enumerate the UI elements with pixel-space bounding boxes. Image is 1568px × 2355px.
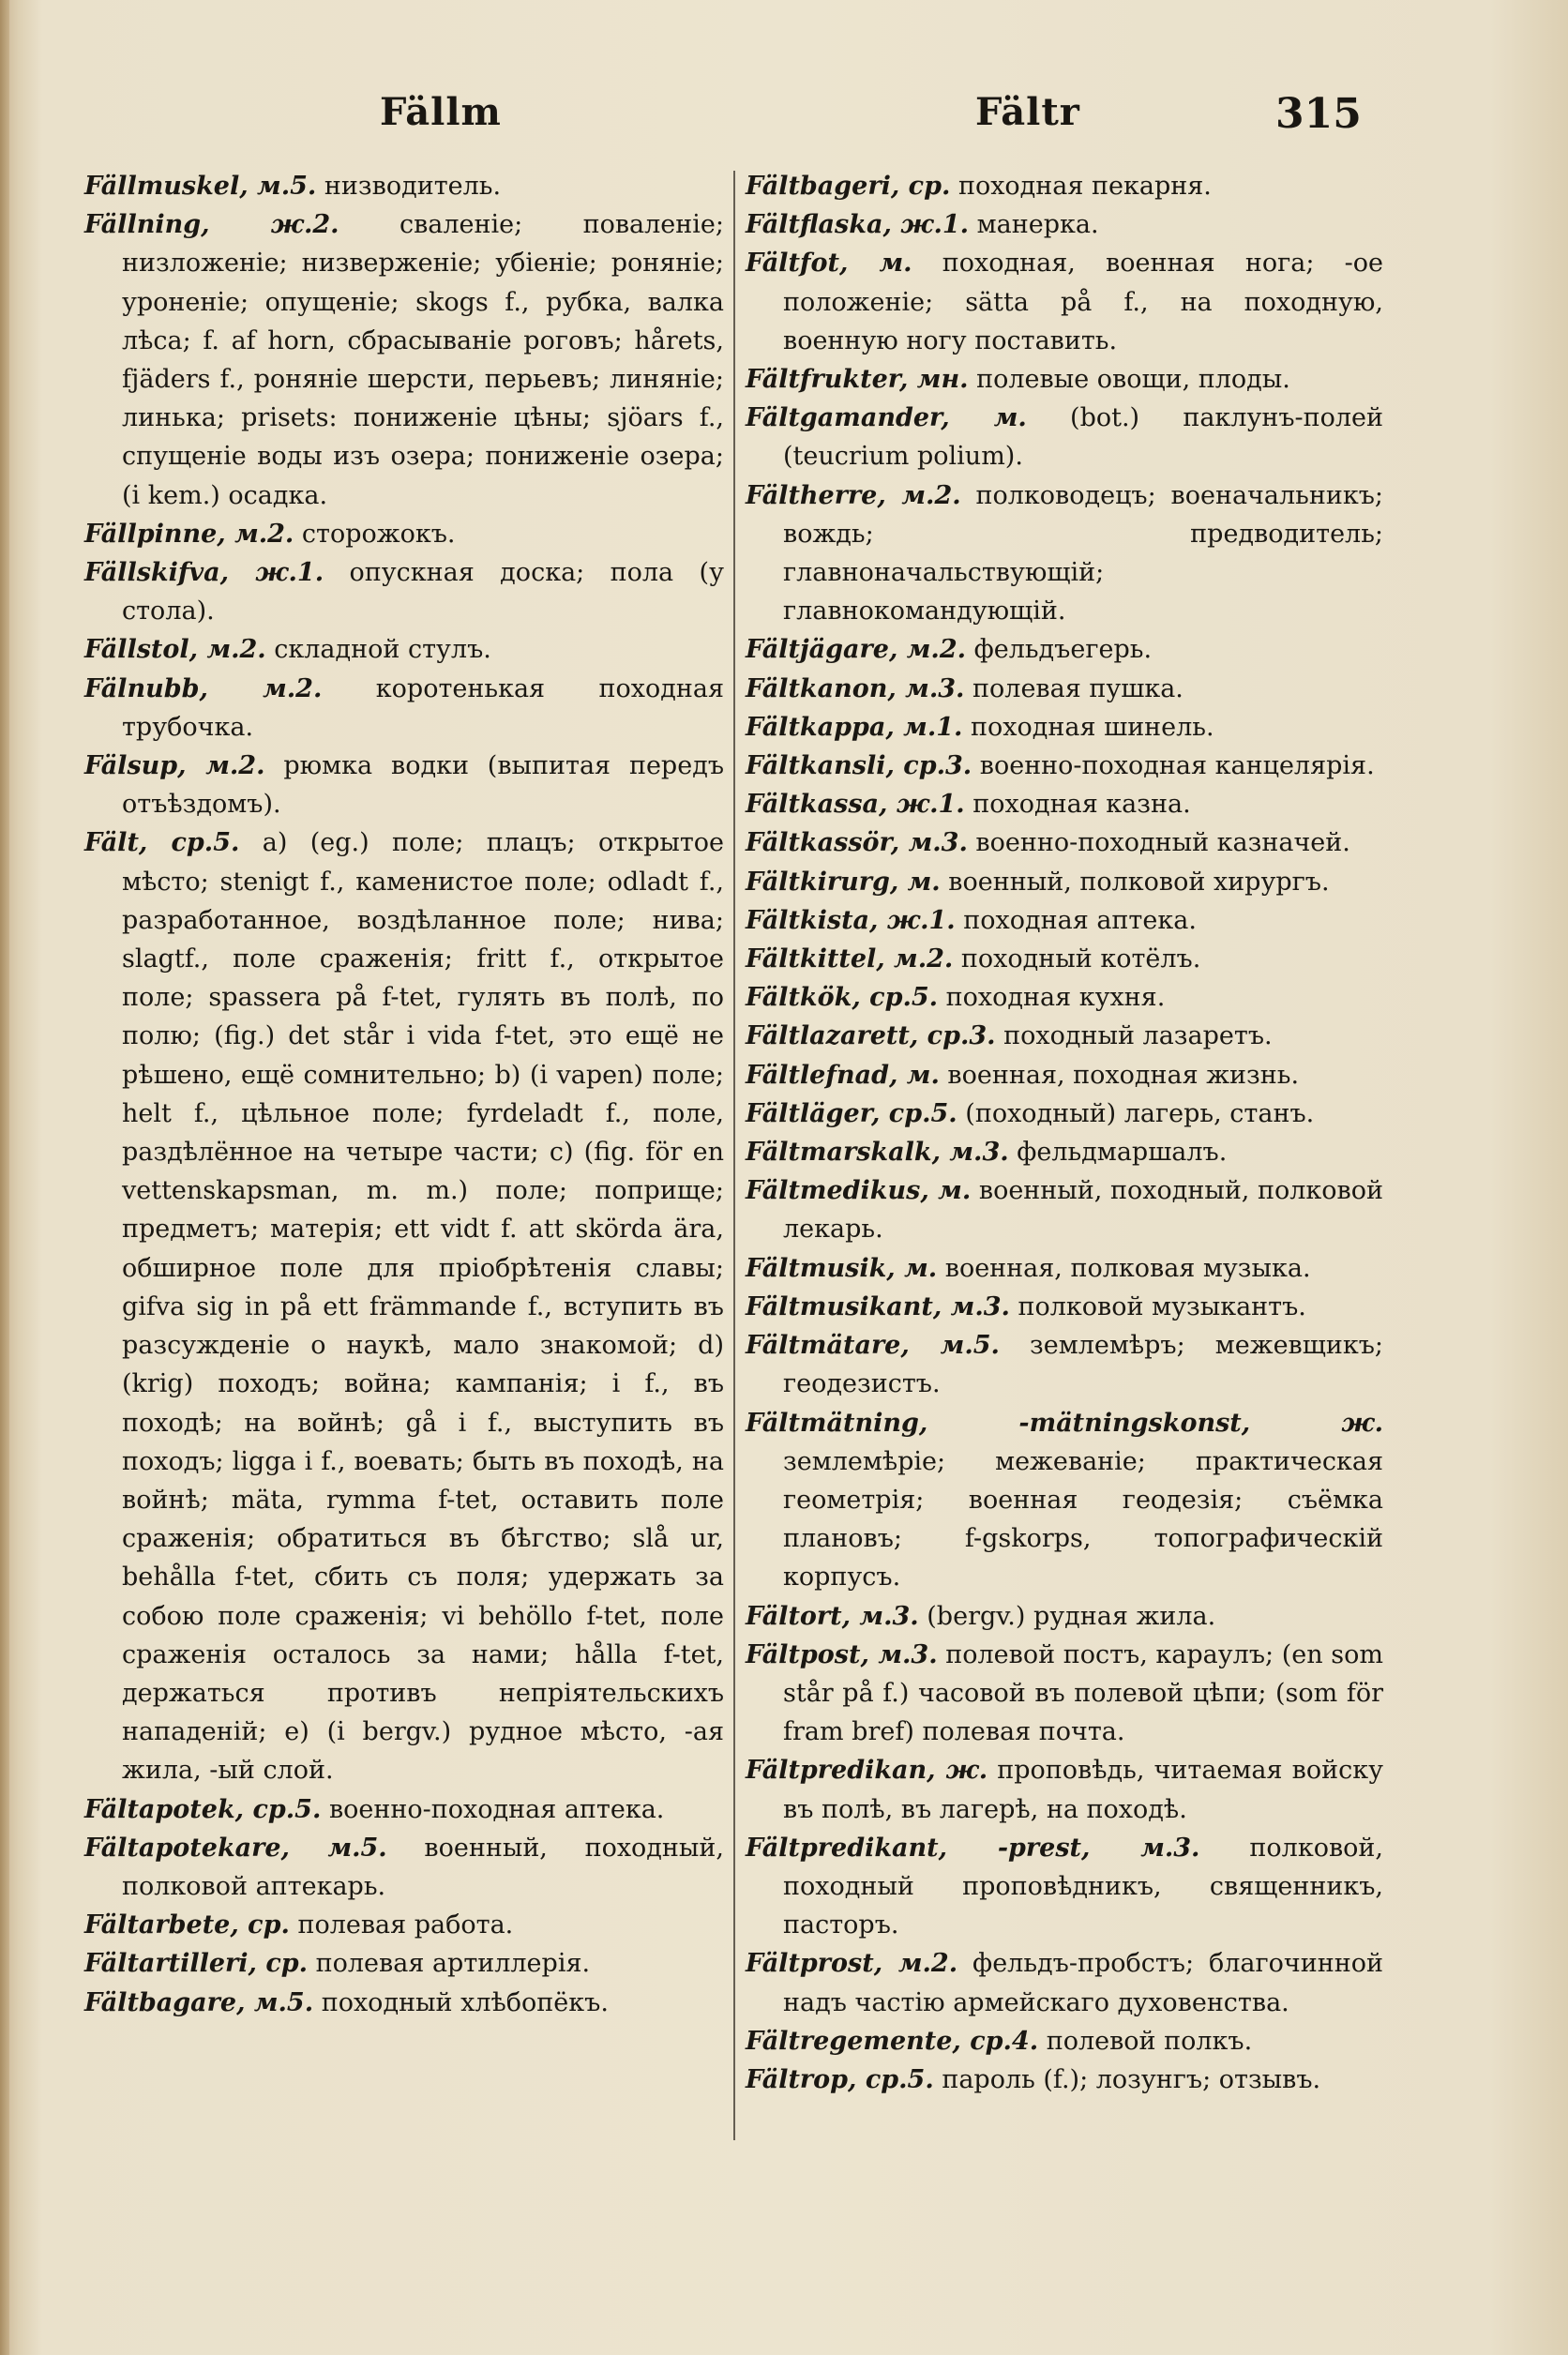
entry-definition: военный, походный, полковой аптекарь. xyxy=(122,1833,724,1901)
entry-definition: полевой постъ, караулъ; (en som står på f.) часовой въ полевой цѣпи; (som för fram bref) полевая почта. xyxy=(783,1639,1383,1747)
entry-definition: опускная доска; пола (у стола). xyxy=(122,558,724,626)
entry-definition: походный котёлъ. xyxy=(953,944,1201,974)
entry-definition: полевая работа. xyxy=(289,1910,514,1940)
dictionary-entry xyxy=(746,476,1383,631)
dictionary-entry xyxy=(746,1326,1383,1403)
entry-headword: Fältkappa, м.1. xyxy=(746,712,963,742)
column-divider xyxy=(733,171,735,2140)
entry-definition: военный, походный, полковой лекарь. xyxy=(783,1176,1383,1245)
dictionary-entry xyxy=(746,1751,1383,1828)
entry-definition: рюмка водки (выпитая передъ отъѣздомъ). xyxy=(122,751,724,820)
dictionary-entry xyxy=(746,399,1383,476)
entry-headword: Fältapotekare, м.5. xyxy=(84,1833,387,1863)
entry-headword: Fältmätare, м.5. xyxy=(746,1331,1000,1361)
dictionary-entry xyxy=(84,1984,724,2022)
entry-headword: Fältarbete, ср. xyxy=(84,1910,290,1940)
entry-definition: походная кухня. xyxy=(938,983,1166,1013)
entry-definition: походная шинель. xyxy=(962,712,1214,742)
entry-definition: походная, военная нога; -ое положеніе; sätta på f., на походную, военную ногу поставить. xyxy=(783,249,1383,355)
dictionary-entry xyxy=(746,167,1383,205)
entry-headword: Fältartilleri, ср. xyxy=(84,1949,309,1979)
entry-headword: Fällskifva, ж.1. xyxy=(84,558,324,588)
dictionary-entry xyxy=(746,670,1383,708)
dictionary-entry xyxy=(746,1597,1383,1636)
dictionary-entry xyxy=(746,978,1383,1017)
dictionary-entry xyxy=(746,360,1383,399)
entry-headword: Fältmätning, -mätningskonst, ж. xyxy=(746,1408,1383,1438)
entry-headword: Fältflaska, ж.1. xyxy=(746,210,970,240)
dictionary-entry xyxy=(746,1249,1383,1288)
entry-definition: полевой полкъ. xyxy=(1038,2026,1253,2056)
entry-headword: Fältläger, ср.5. xyxy=(746,1098,957,1128)
left-column xyxy=(84,167,724,2022)
entry-definition: полководецъ; военачальникъ; вождь; предводитель; главноначальствующій; главнокомандующій. xyxy=(783,480,1383,626)
entry-definition: фельдмаршалъ. xyxy=(1008,1138,1228,1168)
entry-headword: Fältmusik, м. xyxy=(746,1253,938,1283)
entry-headword: Fältbagare, м.5. xyxy=(84,1987,314,2017)
entry-definition: военно-походная аптека. xyxy=(321,1794,665,1824)
entry-definition: землемѣріе; межеваніе; практическая геометрія; военная геодезія; съёмка плановъ; f-gskorps, топографическій корпусъ. xyxy=(783,1446,1383,1593)
dictionary-entry xyxy=(746,205,1383,244)
entry-headword: Fältpredikant, -prest, м.3. xyxy=(746,1833,1200,1863)
dictionary-entry xyxy=(746,630,1383,669)
entry-headword: Fältmedikus, м. xyxy=(746,1176,972,1206)
entry-definition: (bergv.) рудная жила. xyxy=(918,1601,1216,1631)
entry-definition: (bot.) паклунъ-полей (teucrium polium). xyxy=(783,403,1384,472)
dictionary-entry xyxy=(84,747,724,823)
dictionary-entry xyxy=(746,244,1383,360)
dictionary-entry xyxy=(84,630,724,669)
entry-headword: Fältapotek, ср.5. xyxy=(84,1794,322,1824)
entry-headword: Fällstol, м.2. xyxy=(84,635,266,665)
entry-headword: Fältkassa, ж.1. xyxy=(746,790,965,820)
entry-definition: военный, полковой хирургъ. xyxy=(940,867,1330,897)
dictionary-entry xyxy=(84,1829,724,1906)
entry-definition: землемѣръ; межевщикъ; геодезистъ. xyxy=(783,1331,1383,1399)
dictionary-entry xyxy=(746,863,1383,901)
dictionary-entry xyxy=(746,1094,1383,1133)
entry-definition: военно-походная канцелярія. xyxy=(972,751,1375,781)
dictionary-entry xyxy=(746,1288,1383,1326)
entry-definition: (походный) лагерь, станъ. xyxy=(957,1098,1315,1128)
entry-headword: Fält, ср.5. xyxy=(84,828,240,858)
dictionary-entry xyxy=(746,708,1383,747)
entry-definition: сторожокъ. xyxy=(294,519,456,549)
dictionary-entry xyxy=(746,747,1383,785)
entry-definition: пароль (f.); лозунгъ; отзывъ. xyxy=(933,2064,1321,2094)
page-edge xyxy=(0,0,9,2355)
entry-headword: Fältprost, м.2. xyxy=(746,1949,958,1979)
dictionary-entry xyxy=(746,1133,1383,1171)
entry-headword: Fältmusikant, м.3. xyxy=(746,1291,1010,1321)
running-head-right: Fältr xyxy=(975,90,1080,134)
entry-headword: Fältpredikan, ж. xyxy=(746,1756,988,1786)
dictionary-entry xyxy=(746,785,1383,823)
dictionary-entry xyxy=(84,670,724,747)
entry-headword: Fältmarskalk, м.3. xyxy=(746,1138,1009,1168)
entry-definition: фельдъ-пробстъ; благочинной надъ частію армейскаго духовенства. xyxy=(783,1949,1384,2017)
right-column xyxy=(746,167,1383,2099)
dictionary-entry xyxy=(746,940,1383,978)
entry-definition: коротенькая походная трубочка. xyxy=(122,673,724,742)
entry-definition: полевая артиллерія. xyxy=(308,1949,591,1979)
entry-definition: военная, походная жизнь. xyxy=(939,1060,1300,1090)
dictionary-entry xyxy=(746,2061,1383,2099)
entry-headword: Fältkista, ж.1. xyxy=(746,905,956,935)
dictionary-entry xyxy=(84,1790,724,1829)
entry-headword: Fältfrukter, мн. xyxy=(746,365,969,395)
dictionary-entry xyxy=(746,1944,1383,2021)
entry-headword: Fältrop, ср.5. xyxy=(746,2064,934,2094)
entry-definition: полевая пушка. xyxy=(964,673,1184,703)
entry-headword: Fältort, м.3. xyxy=(746,1601,919,1631)
dictionary-entry xyxy=(746,1636,1383,1752)
entry-definition: фельдъегерь. xyxy=(966,635,1153,665)
entry-headword: Fältfot, м. xyxy=(746,249,912,279)
entry-headword: Fältkanon, м.3. xyxy=(746,673,965,703)
entry-definition: походная аптека. xyxy=(955,905,1197,935)
dictionary-entry xyxy=(746,1404,1383,1597)
entry-headword: Fältkansli, ср.3. xyxy=(746,751,972,781)
entry-definition: складной стулъ. xyxy=(265,635,491,665)
entry-headword: Fältkassör, м.3. xyxy=(746,828,968,858)
running-head-left: Fällm xyxy=(380,90,502,134)
entry-headword: Fältlazarett, ср.3. xyxy=(746,1021,996,1051)
dictionary-entry xyxy=(746,2022,1383,2061)
entry-headword: Fältjägare, м.2. xyxy=(746,635,967,665)
dictionary-entry xyxy=(84,515,724,553)
entry-headword: Fältkittel, м.2. xyxy=(746,944,954,974)
entry-headword: Fältbageri, ср. xyxy=(746,172,951,201)
dictionary-entry xyxy=(746,1017,1383,1055)
entry-headword: Fältherre, м.2. xyxy=(746,480,961,510)
dictionary-entry xyxy=(746,1056,1383,1094)
page-number: 315 xyxy=(1275,90,1362,138)
dictionary-entry xyxy=(746,901,1383,940)
entry-definition: полевые овощи, плоды. xyxy=(968,365,1290,395)
dictionary-entry xyxy=(84,553,724,630)
dictionary-entry xyxy=(84,1906,724,1944)
dictionary-entry xyxy=(746,823,1383,862)
entry-headword: Fällmuskel, м.5. xyxy=(84,172,317,201)
entry-definition: походная казна. xyxy=(964,790,1191,820)
entry-headword: Fällning, ж.2. xyxy=(84,210,339,240)
dictionary-entry xyxy=(84,823,724,1789)
entry-definition: военная, полковая музыка. xyxy=(937,1253,1311,1283)
dictionary-entry xyxy=(84,205,724,515)
entry-headword: Fällpinne, м.2. xyxy=(84,519,294,549)
entry-definition: проповѣдь, читаемая войску въ полѣ, въ лагерѣ, на походѣ. xyxy=(783,1756,1383,1824)
entry-headword: Fälsup, м.2. xyxy=(84,751,265,781)
entry-definition: военно-походный казначей. xyxy=(967,828,1350,858)
entry-definition: походный хлѣбопёкъ. xyxy=(313,1987,609,2017)
entry-headword: Fältregemente, ср.4. xyxy=(746,2026,1039,2056)
entry-definition: манерка. xyxy=(969,210,1099,240)
dictionary-entry xyxy=(84,1944,724,1983)
entry-headword: Fältkirurg, м. xyxy=(746,867,941,897)
entry-definition: полковой музыкантъ. xyxy=(1009,1291,1306,1321)
entry-definition: походная пекарня. xyxy=(950,172,1212,201)
entry-headword: Fältgamander, м. xyxy=(746,403,1027,433)
entry-definition: сваленіе; поваленіе; низложеніе; низверженіе; убіеніе; роняніе; уроненіе; опущеніе; skogs f., рубка, валка лѣса; f. af horn, сбрасываніе роговъ; hårets, fjäders f., роняніе шерсти, перьевъ; линяніе; линька; prisets: пониженіе цѣны; sjöars f., спущеніе воды изъ озера; пониженіе озера; (i kem.) осадка. xyxy=(122,210,724,510)
entry-definition: низводитель. xyxy=(316,172,502,201)
entry-headword: Fälnubb, м.2. xyxy=(84,673,323,703)
entry-headword: Fältpost, м.3. xyxy=(746,1639,938,1669)
dictionary-entry xyxy=(746,1829,1383,1945)
dictionary-entry xyxy=(84,167,724,205)
entry-definition: походный лазаретъ. xyxy=(995,1021,1273,1051)
entry-definition: полковой, походный проповѣдникъ, священникъ, пасторъ. xyxy=(783,1833,1383,1940)
entry-definition: а) (eg.) поле; плацъ; открытое мѣсто; stenigt f., каменистое поле; odladt f., разработанное, воздѣланное поле; нива; slagtf., поле сраженія; fritt f., открытое поле; spassera på f-tet, гулять въ полѣ, по полю; (fig.) det står i vida f-tet, это ещё не рѣшено, ещё сомнительно; b) (i vapen) поле; helt f., цѣльное поле; fyrdeladt f., поле, раздѣлённое на четыре части; c) (fig. för en vettenskapsman, m. m.) поле; поприще; предметъ; матерія; ett vidt f. att skörda ära, обширное поле для пріобрѣтенія славы; gifva sig in på ett främmande f., вступить въ разсужденіе о наукѣ, мало знакомой; d) (krig) походъ; война; кампанія; i f., въ походѣ; на войнѣ; gå i f., выступить въ походъ; ligga i f., воевать; быть въ походѣ, на войнѣ; mäta, rymma f-tet, оставить поле сраженія; обратиться въ бѣгство; slå ur, behålla f-tet, сбить съ поля; удержать за собою поле сраженія; vi behöllo f-tet, поле сраженія осталось за нами; hålla f-tet, держаться противъ непріятельскихъ нападеній; e) (i bergv.) рудное мѣсто, -ая жила, -ый слой. xyxy=(122,828,725,1786)
entry-headword: Fältlefnad, м. xyxy=(746,1060,940,1090)
entry-headword: Fältkök, ср.5. xyxy=(746,983,939,1013)
dictionary-entry xyxy=(746,1171,1383,1248)
